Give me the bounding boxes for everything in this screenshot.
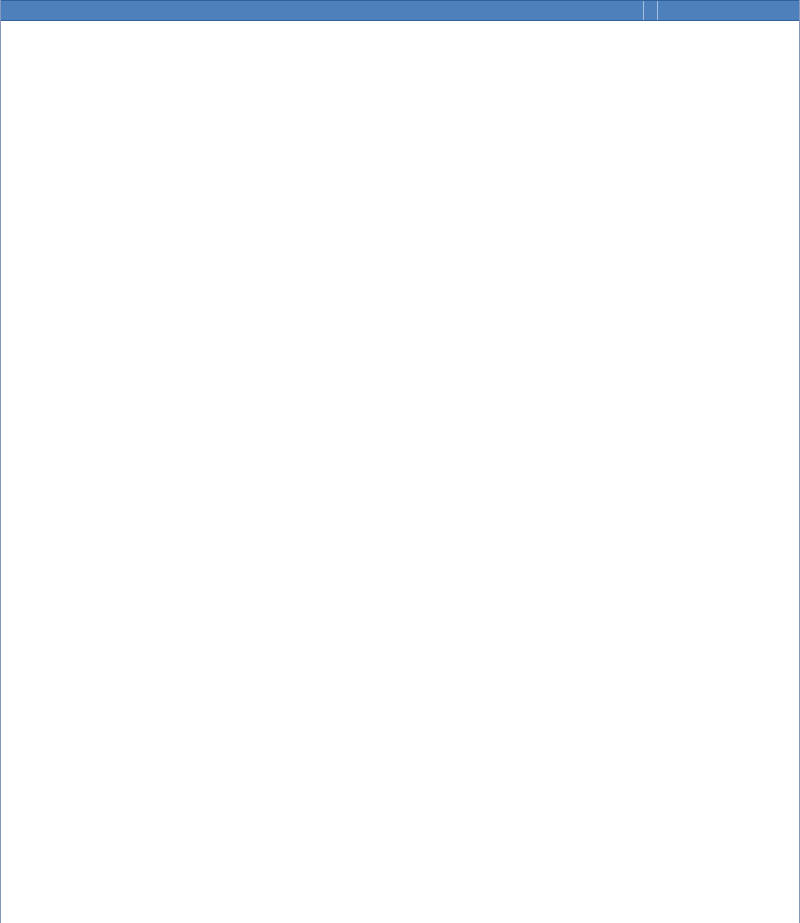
band-column-separator: [657, 1, 658, 20]
category-band-row: [1, 0, 799, 21]
band-column-separator: [643, 1, 644, 20]
